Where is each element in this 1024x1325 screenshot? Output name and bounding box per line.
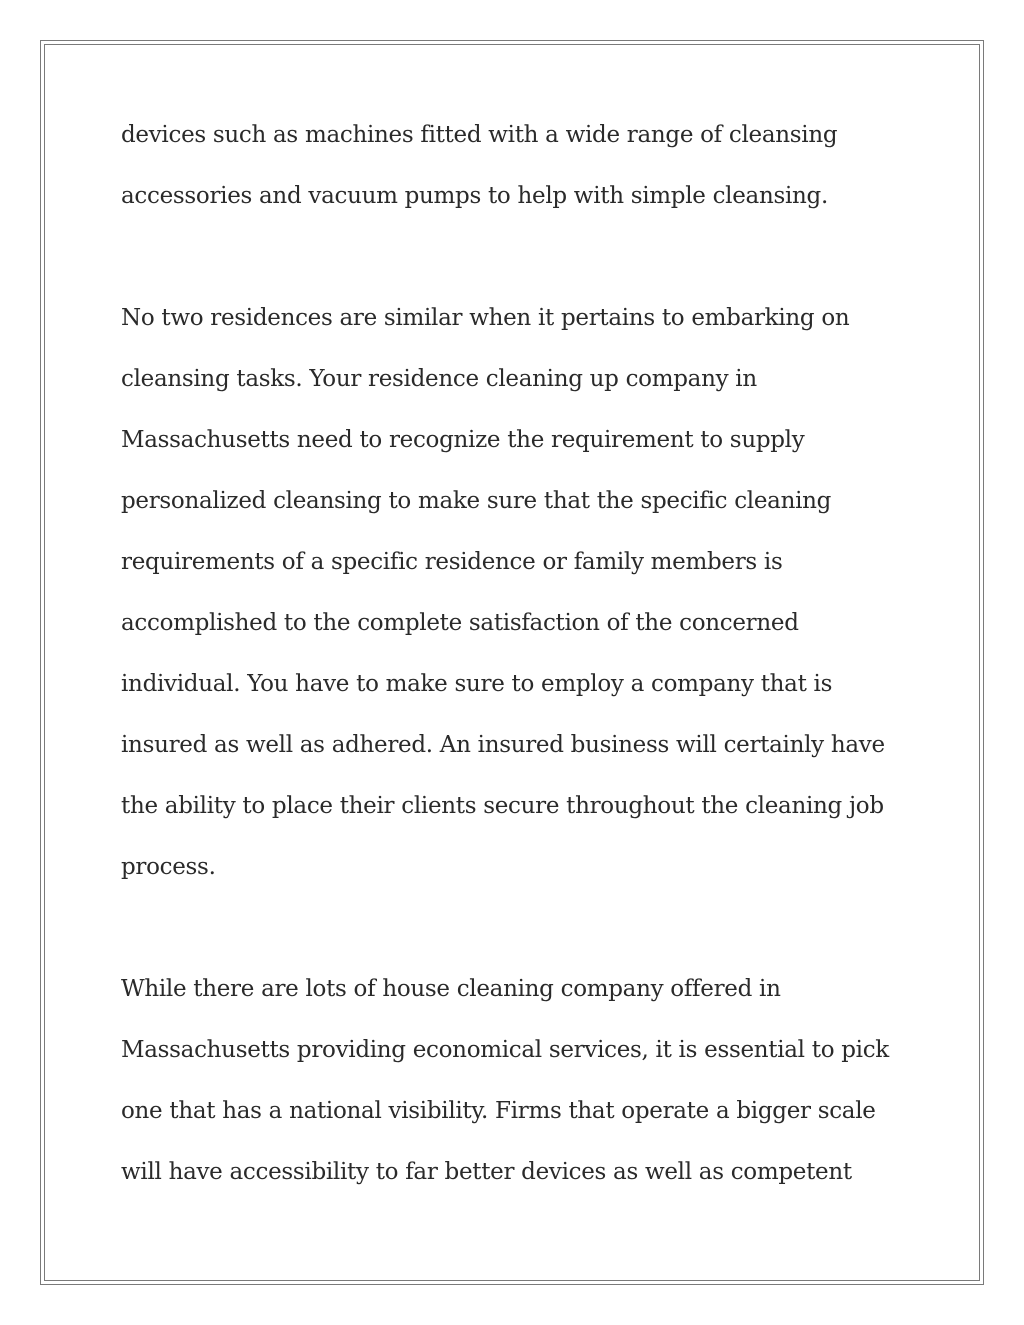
paragraph: [121, 959, 911, 1203]
text-line: While there are lots of house cleaning company offered in: [121, 976, 781, 1002]
text-line: cleansing tasks. Your residence cleaning up company in: [121, 366, 757, 392]
paragraph-spacer: [121, 227, 911, 288]
text-line: Massachusetts providing economical services, it is essential to pick: [121, 1037, 889, 1063]
paragraph: [121, 288, 911, 898]
text-line: one that has a national visibility. Firms that operate a bigger scale: [121, 1098, 876, 1124]
text-line: devices such as machines fitted with a wide range of cleansing: [121, 122, 838, 148]
text-line: individual. You have to make sure to employ a company that is: [121, 671, 833, 697]
text-line: accessories and vacuum pumps to help with simple cleansing.: [121, 183, 828, 209]
text-line: personalized cleansing to make sure that the specific cleaning: [121, 488, 832, 514]
text-line: will have accessibility to far better devices as well as competent: [121, 1159, 852, 1185]
paragraph: [121, 105, 911, 227]
text-line: insured as well as adhered. An insured business will certainly have: [121, 732, 885, 758]
paragraph-spacer: [121, 898, 911, 959]
text-line: Massachusetts need to recognize the requirement to supply: [121, 427, 805, 453]
document-body: [121, 105, 911, 1203]
text-line: No two residences are similar when it pertains to embarking on: [121, 305, 850, 331]
text-line: process.: [121, 854, 216, 880]
text-line: accomplished to the complete satisfaction of the concerned: [121, 610, 799, 636]
text-line: the ability to place their clients secure throughout the cleaning job: [121, 793, 884, 819]
text-line: requirements of a specific residence or family members is: [121, 549, 783, 575]
